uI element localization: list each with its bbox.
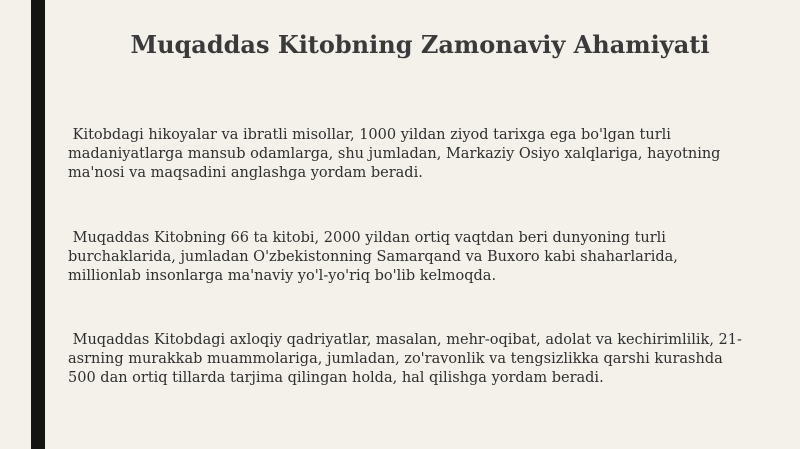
slide-title: Muqaddas Kitobning Zamonaviy Ahamiyati (130, 30, 710, 59)
accent-bar (31, 0, 45, 449)
paragraph-values: Muqaddas Kitobdagi axloqiy qadriyatlar, masalan, mehr-oqibat, adolat va kechirimlilik, 21-asrning murakkab muammolariga, jumladan, zo'ravonlik va tengsizlikka qarshi kurashda 500 dan ortiq tillarda tarjima qilingan holda, hal qilishga yordam beradi. (68, 332, 742, 386)
paragraph-books: Muqaddas Kitobning 66 ta kitobi, 2000 yildan ortiq vaqtdan beri dunyoning turli burchaklarida, jumladan O'zbekistonning Samarqand va Buxoro kabi shaharlarida, millionlab insonlarga ma'naviy yo'l-yo'riq bo'lib kelmoqda. (68, 230, 683, 284)
paragraph-stories: Kitobdagi hikoyalar va ibratli misollar, 1000 yildan ziyod tarixga ega bo'lgan turli madaniyatlarga mansub odamlarga, shu jumladan, Markaziy Osiyo xalqlariga, hayotning ma'nosi va maqsadini anglashga yordam beradi. (68, 127, 726, 181)
